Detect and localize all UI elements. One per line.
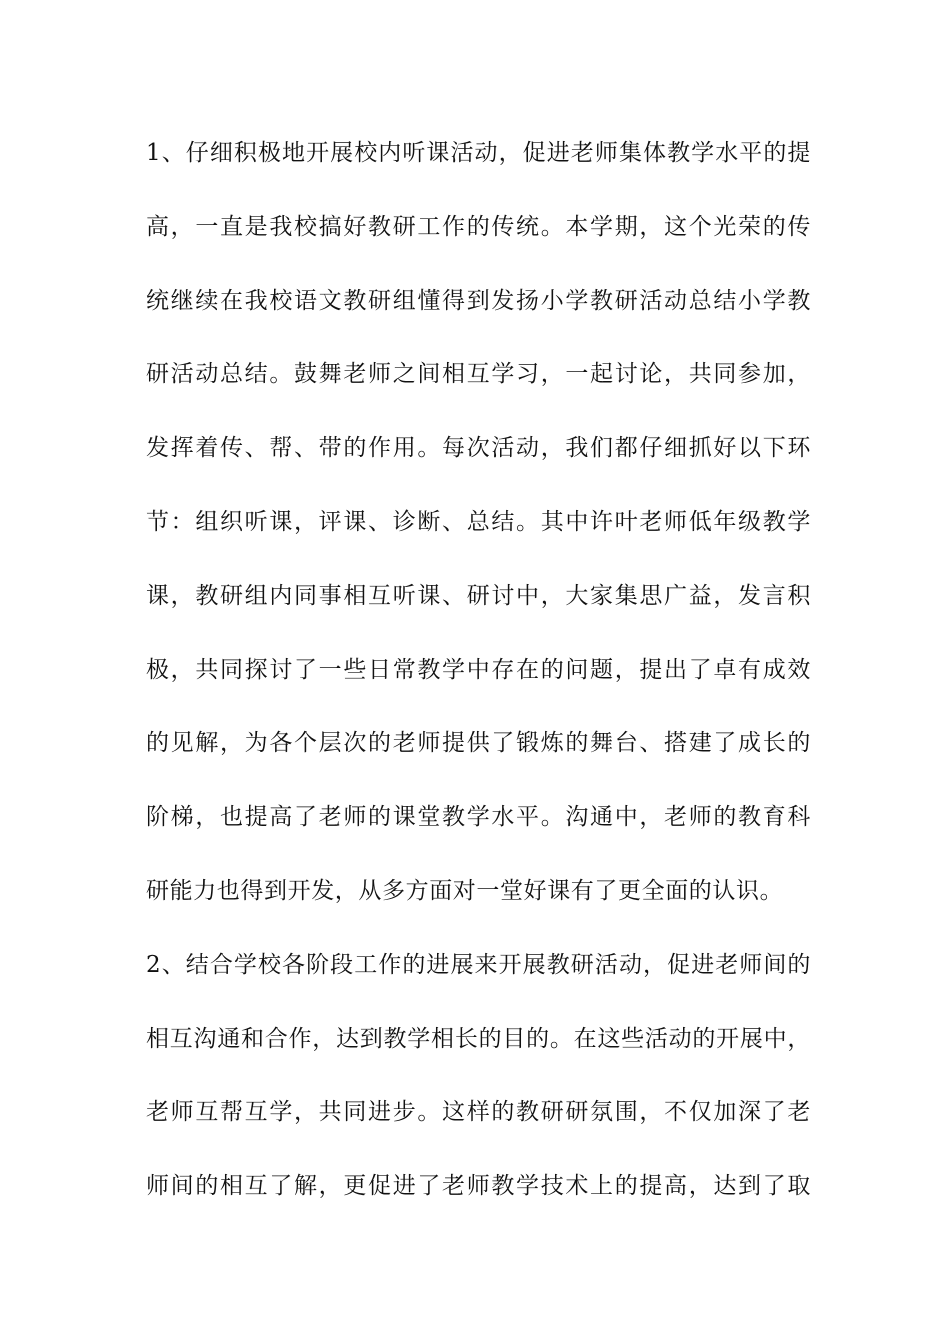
text-line: 研活动总结。鼓舞老师之间相互学习，一起讨论，共同参加，: [146, 361, 811, 388]
text-line: 老师互帮互学，共同进步。这样的教研研氛围，不仅加深了老: [146, 1099, 811, 1126]
body-text: [146, 133, 811, 1240]
text-line: 1、仔细积极地开展校内听课活动，促进老师集体教学水平的提: [146, 140, 811, 166]
text-line: 师间的相互了解，更促进了老师教学技术上的提高，达到了取: [146, 1173, 811, 1200]
text-line: 统继续在我校语文教研组懂得到发扬小学教研活动总结小学教: [146, 287, 811, 314]
text-line: 研能力也得到开发，从多方面对一堂好课有了更全面的认识。: [146, 877, 784, 904]
text-line: 高，一直是我校搞好教研工作的传统。本学期，这个光荣的传: [146, 213, 811, 240]
text-line: 发挥着传、帮、带的作用。每次活动，我们都仔细抓好以下环: [146, 435, 811, 462]
text-line: 课，教研组内同事相互听课、研讨中，大家集思广益，发言积: [146, 582, 811, 609]
text-line: 阶梯，也提高了老师的课堂教学水平。沟通中，老师的教育科: [146, 804, 811, 831]
text-line: 的见解，为各个层次的老师提供了锻炼的舞台、搭建了成长的: [146, 730, 811, 757]
text-line: 节：组织听课，评课、诊断、总结。其中许叶老师低年级教学: [146, 508, 811, 535]
text-line: 相互沟通和合作，达到教学相长的目的。在这些活动的开展中，: [146, 1025, 811, 1052]
text-line: 2、结合学校各阶段工作的进展来开展教研活动，促进老师间的: [146, 951, 811, 978]
text-line: 极，共同探讨了一些日常教学中存在的问题，提出了卓有成效: [146, 656, 811, 683]
